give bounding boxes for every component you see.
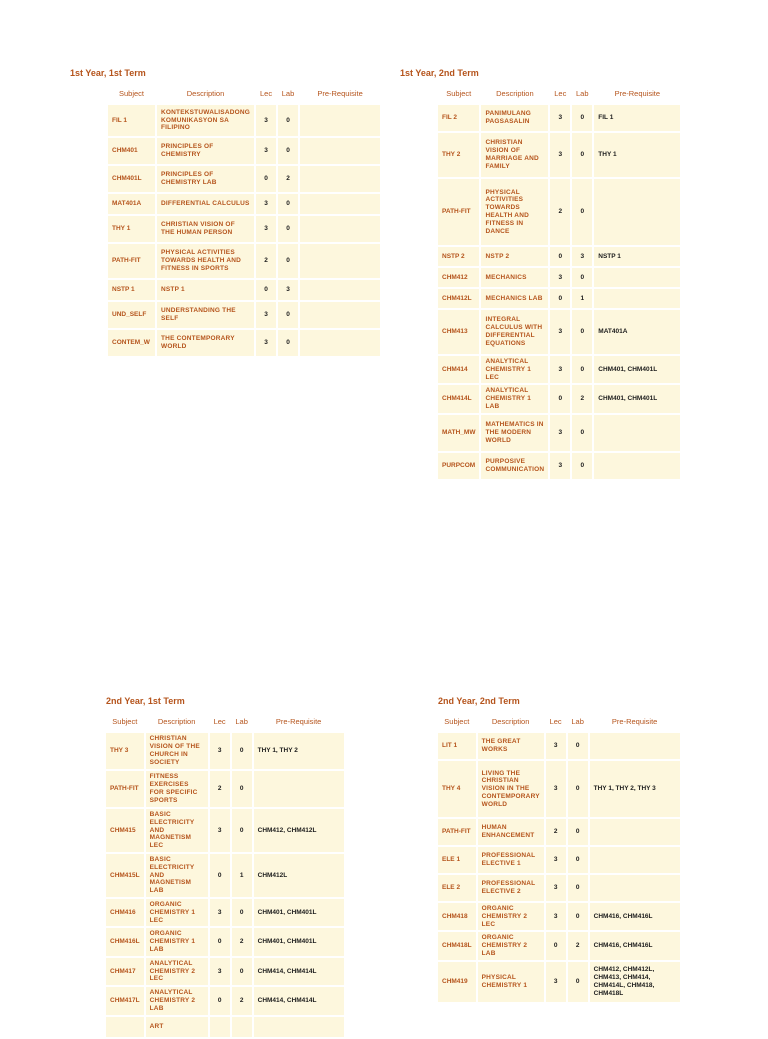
prereq-cell bbox=[594, 289, 680, 308]
table-row bbox=[438, 105, 680, 131]
subject-cell: CHM414 bbox=[438, 356, 479, 383]
header-subject: Subject bbox=[446, 88, 472, 98]
prereq-cell: CHM401, CHM401L bbox=[254, 899, 344, 926]
table-row bbox=[438, 875, 680, 901]
table-row bbox=[108, 105, 380, 136]
prereq-cell: THY 1, THY 2, THY 3 bbox=[590, 761, 680, 817]
header-prereq: Pre-Requisite bbox=[275, 716, 322, 726]
table-row bbox=[108, 166, 380, 192]
header-lec: Lec bbox=[549, 716, 562, 726]
lab-cell: 3 bbox=[572, 247, 592, 266]
lec-cell: 3 bbox=[546, 903, 566, 930]
lab-cell: 2 bbox=[232, 928, 252, 955]
subject-cell: PATH-FIT bbox=[438, 819, 476, 845]
prereq-cell bbox=[590, 847, 680, 873]
prereq-cell bbox=[300, 194, 380, 214]
lab-cell: 0 bbox=[232, 958, 252, 985]
table-row bbox=[438, 932, 680, 959]
lec-cell: 0 bbox=[550, 385, 570, 412]
lec-cell: 2 bbox=[546, 819, 566, 845]
header-description: Description bbox=[157, 716, 196, 726]
description-cell: ART bbox=[146, 1017, 208, 1037]
table-row bbox=[108, 330, 380, 356]
header-description: Description bbox=[491, 716, 530, 726]
lec-cell: 0 bbox=[210, 928, 230, 955]
subject-cell: ELE 2 bbox=[438, 875, 476, 901]
subject-cell: PATH-FIT bbox=[438, 179, 479, 245]
table-row bbox=[438, 903, 680, 930]
header-lec: Lec bbox=[213, 716, 226, 726]
course-table bbox=[104, 712, 346, 1039]
lab-cell: 0 bbox=[278, 330, 298, 356]
prereq-cell: CHM401, CHM401L bbox=[594, 385, 680, 412]
lec-cell: 3 bbox=[210, 733, 230, 769]
description-cell: UNDERSTANDING THE SELF bbox=[157, 302, 254, 328]
lab-cell: 0 bbox=[568, 875, 588, 901]
term-block bbox=[106, 696, 346, 1039]
description-cell: CHRISTIAN VISION OF THE HUMAN PERSON bbox=[157, 216, 254, 242]
lab-cell: 0 bbox=[232, 733, 252, 769]
lec-cell: 3 bbox=[550, 105, 570, 131]
table-row bbox=[438, 179, 680, 245]
subject-cell: CHM415L bbox=[106, 854, 144, 897]
lab-cell: 0 bbox=[572, 356, 592, 383]
prereq-cell bbox=[300, 216, 380, 242]
table-header-row bbox=[106, 714, 344, 731]
prereq-cell: CHM412, CHM412L, CHM413, CHM414, CHM414L, CHM418, CHM418L bbox=[590, 962, 680, 1002]
description-cell: PANIMULANG PAGSASALIN bbox=[481, 105, 548, 131]
table-row bbox=[438, 415, 680, 451]
lab-cell: 0 bbox=[278, 105, 298, 136]
description-cell: MECHANICS LAB bbox=[481, 289, 548, 308]
subject-cell: CHM412 bbox=[438, 268, 479, 287]
lec-cell: 3 bbox=[550, 356, 570, 383]
table-row bbox=[108, 302, 380, 328]
lab-cell: 2 bbox=[232, 987, 252, 1014]
header-prereq: Pre-Requisite bbox=[614, 88, 660, 98]
prereq-cell: CHM412, CHM412L bbox=[254, 809, 344, 852]
course-table bbox=[106, 84, 382, 358]
prereq-cell bbox=[594, 268, 680, 287]
description-cell: ORGANIC CHEMISTRY 2 LAB bbox=[478, 932, 544, 959]
lec-cell: 3 bbox=[256, 302, 276, 328]
subject-cell: CHM415 bbox=[106, 809, 144, 852]
prereq-cell: CHM401, CHM401L bbox=[254, 928, 344, 955]
header-lec: Lec bbox=[554, 88, 567, 98]
course-table bbox=[436, 712, 682, 1004]
lab-cell: 0 bbox=[572, 179, 592, 245]
prereq-cell: CHM401, CHM401L bbox=[594, 356, 680, 383]
lec-cell: 0 bbox=[256, 280, 276, 300]
prereq-cell: THY 1, THY 2 bbox=[254, 733, 344, 769]
lab-cell: 0 bbox=[572, 415, 592, 451]
description-cell: CHRISTIAN VISION OF THE CHURCH IN SOCIETY bbox=[146, 733, 208, 769]
description-cell: MECHANICS bbox=[481, 268, 548, 287]
subject-cell: CHM401L bbox=[108, 166, 155, 192]
subject-cell: CHM417L bbox=[106, 987, 144, 1014]
description-cell: MATHEMATICS IN THE MODERN WORLD bbox=[481, 415, 548, 451]
lec-cell: 0 bbox=[546, 932, 566, 959]
table-row bbox=[438, 819, 680, 845]
table-row bbox=[106, 854, 344, 897]
lab-cell: 2 bbox=[278, 166, 298, 192]
lab-cell: 0 bbox=[568, 903, 588, 930]
table-row bbox=[106, 733, 344, 769]
prereq-cell: CHM414, CHM414L bbox=[254, 987, 344, 1014]
lec-cell: 3 bbox=[546, 847, 566, 873]
subject-cell: PATH-FIT bbox=[106, 771, 144, 807]
description-cell: ORGANIC CHEMISTRY 1 LAB bbox=[146, 928, 208, 955]
lec-cell: 3 bbox=[256, 138, 276, 164]
term-title: 1st Year, 2nd Term bbox=[400, 68, 479, 78]
lab-cell: 0 bbox=[568, 733, 588, 759]
subject-cell: LIT 1 bbox=[438, 733, 476, 759]
lab-cell: 0 bbox=[278, 194, 298, 214]
term-title: 2nd Year, 1st Term bbox=[106, 696, 185, 706]
table-row bbox=[438, 385, 680, 412]
lab-cell bbox=[232, 1017, 252, 1037]
lab-cell: 0 bbox=[572, 453, 592, 479]
course-table bbox=[436, 84, 682, 481]
subject-cell: THY 2 bbox=[438, 133, 479, 177]
lab-cell: 0 bbox=[568, 962, 588, 1002]
lab-cell: 0 bbox=[572, 105, 592, 131]
table-row bbox=[106, 771, 344, 807]
description-cell: NSTP 1 bbox=[157, 280, 254, 300]
table-header-row bbox=[108, 86, 380, 103]
lec-cell: 3 bbox=[256, 330, 276, 356]
lab-cell: 0 bbox=[232, 809, 252, 852]
header-prereq: Pre-Requisite bbox=[317, 88, 363, 98]
prereq-cell bbox=[594, 415, 680, 451]
prereq-cell bbox=[254, 771, 344, 807]
description-cell: BASIC ELECTRICITY AND MAGNETISM LEC bbox=[146, 809, 208, 852]
subject-cell: PURPCOM bbox=[438, 453, 479, 479]
header-lab: Lab bbox=[235, 716, 248, 726]
lab-cell: 0 bbox=[232, 899, 252, 926]
description-cell: ANALYTICAL CHEMISTRY 1 LEC bbox=[481, 356, 548, 383]
table-row bbox=[106, 899, 344, 926]
description-cell: PHYSICAL ACTIVITIES TOWARDS HEALTH AND FITNESS IN SPORTS bbox=[157, 244, 254, 278]
lec-cell: 0 bbox=[550, 289, 570, 308]
lec-cell: 3 bbox=[210, 899, 230, 926]
description-cell: CHRISTIAN VISION OF MARRIAGE AND FAMILY bbox=[481, 133, 548, 177]
description-cell: ANALYTICAL CHEMISTRY 1 LAB bbox=[481, 385, 548, 412]
table-row bbox=[108, 216, 380, 242]
lec-cell: 3 bbox=[546, 962, 566, 1002]
prereq-cell bbox=[590, 875, 680, 901]
subject-cell: CHM418L bbox=[438, 932, 476, 959]
subject-cell: CHM413 bbox=[438, 310, 479, 354]
lab-cell: 0 bbox=[568, 847, 588, 873]
subject-cell: PATH-FIT bbox=[108, 244, 155, 278]
description-cell: KONTEKSTUWALISADONG KOMUNIKASYON SA FILIPINO bbox=[157, 105, 254, 136]
description-cell: LIVING THE CHRISTIAN VISION IN THE CONTEMPORARY WORLD bbox=[478, 761, 544, 817]
term-title: 2nd Year, 2nd Term bbox=[438, 696, 520, 706]
description-cell: NSTP 2 bbox=[481, 247, 548, 266]
subject-cell: MATH_MW bbox=[438, 415, 479, 451]
header-lab: Lab bbox=[571, 716, 584, 726]
description-cell: ANALYTICAL CHEMISTRY 2 LAB bbox=[146, 987, 208, 1014]
lab-cell: 1 bbox=[572, 289, 592, 308]
description-cell: ORGANIC CHEMISTRY 2 LEC bbox=[478, 903, 544, 930]
lec-cell: 3 bbox=[256, 105, 276, 136]
subject-cell: MAT401A bbox=[108, 194, 155, 214]
header-subject: Subject bbox=[118, 88, 145, 98]
prereq-cell bbox=[300, 166, 380, 192]
description-cell: ORGANIC CHEMISTRY 1 LEC bbox=[146, 899, 208, 926]
description-cell: DIFFERENTIAL CALCULUS bbox=[157, 194, 254, 214]
description-cell: INTEGRAL CALCULUS WITH DIFFERENTIAL EQUATIONS bbox=[481, 310, 548, 354]
table-row bbox=[438, 453, 680, 479]
prereq-cell bbox=[594, 179, 680, 245]
lab-cell: 0 bbox=[572, 133, 592, 177]
prereq-cell bbox=[300, 280, 380, 300]
lec-cell: 3 bbox=[546, 875, 566, 901]
table-row bbox=[438, 962, 680, 1002]
prereq-cell: NSTP 1 bbox=[594, 247, 680, 266]
prereq-cell: CHM412L bbox=[254, 854, 344, 897]
prereq-cell bbox=[300, 105, 380, 136]
table-row bbox=[106, 928, 344, 955]
lab-cell: 0 bbox=[572, 310, 592, 354]
term-title: 1st Year, 1st Term bbox=[70, 68, 146, 78]
prereq-cell: FIL 1 bbox=[594, 105, 680, 131]
table-row bbox=[108, 244, 380, 278]
header-description: Description bbox=[186, 88, 225, 98]
lec-cell: 0 bbox=[550, 247, 570, 266]
description-cell: PHYSICAL ACTIVITIES TOWARDS HEALTH AND FITNESS IN DANCE bbox=[481, 179, 548, 245]
lec-cell: 3 bbox=[550, 268, 570, 287]
table-row bbox=[438, 356, 680, 383]
description-cell: BASIC ELECTRICITY AND MAGNETISM LAB bbox=[146, 854, 208, 897]
lec-cell: 0 bbox=[210, 854, 230, 897]
lab-cell: 0 bbox=[278, 138, 298, 164]
lec-cell: 3 bbox=[550, 415, 570, 451]
lab-cell: 0 bbox=[278, 244, 298, 278]
description-cell: PRINCIPLES OF CHEMISTRY LAB bbox=[157, 166, 254, 192]
table-row bbox=[106, 958, 344, 985]
prereq-cell bbox=[300, 244, 380, 278]
lec-cell: 3 bbox=[256, 216, 276, 242]
table-row bbox=[438, 268, 680, 287]
lec-cell: 3 bbox=[550, 310, 570, 354]
prereq-cell bbox=[300, 138, 380, 164]
header-subject: Subject bbox=[112, 716, 138, 726]
term-block bbox=[400, 68, 682, 481]
prereq-cell: MAT401A bbox=[594, 310, 680, 354]
prereq-cell bbox=[300, 330, 380, 356]
lec-cell: 3 bbox=[210, 958, 230, 985]
term-block bbox=[438, 696, 682, 1004]
lec-cell: 2 bbox=[550, 179, 570, 245]
lec-cell bbox=[210, 1017, 230, 1037]
description-cell: PROFESSIONAL ELECTIVE 2 bbox=[478, 875, 544, 901]
prereq-cell bbox=[300, 302, 380, 328]
lab-cell: 0 bbox=[568, 819, 588, 845]
lab-cell: 2 bbox=[568, 932, 588, 959]
lab-cell: 2 bbox=[572, 385, 592, 412]
table-row bbox=[438, 289, 680, 308]
header-prereq: Pre-Requisite bbox=[611, 716, 658, 726]
subject-cell: CHM416L bbox=[106, 928, 144, 955]
lec-cell: 3 bbox=[550, 453, 570, 479]
table-row bbox=[106, 1017, 344, 1037]
table-row bbox=[106, 987, 344, 1014]
table-row bbox=[438, 247, 680, 266]
description-cell: THE GREAT WORKS bbox=[478, 733, 544, 759]
subject-cell: ELE 1 bbox=[438, 847, 476, 873]
lec-cell: 3 bbox=[546, 761, 566, 817]
description-cell: PHYSICAL CHEMISTRY 1 bbox=[478, 962, 544, 1002]
prereq-cell bbox=[590, 819, 680, 845]
subject-cell: CHM412L bbox=[438, 289, 479, 308]
lab-cell: 3 bbox=[278, 280, 298, 300]
lab-cell: 0 bbox=[278, 216, 298, 242]
lab-cell: 0 bbox=[232, 771, 252, 807]
table-header-row bbox=[438, 86, 680, 103]
description-cell: HUMAN ENHANCEMENT bbox=[478, 819, 544, 845]
lab-cell: 0 bbox=[568, 761, 588, 817]
subject-cell: UND_SELF bbox=[108, 302, 155, 328]
subject-cell: NSTP 1 bbox=[108, 280, 155, 300]
table-row bbox=[438, 733, 680, 759]
lec-cell: 3 bbox=[210, 809, 230, 852]
subject-cell: THY 4 bbox=[438, 761, 476, 817]
lec-cell: 0 bbox=[256, 166, 276, 192]
lec-cell: 2 bbox=[210, 771, 230, 807]
subject-cell: CHM401 bbox=[108, 138, 155, 164]
subject-cell: FIL 1 bbox=[108, 105, 155, 136]
lec-cell: 3 bbox=[550, 133, 570, 177]
subject-cell: CHM419 bbox=[438, 962, 476, 1002]
lec-cell: 2 bbox=[256, 244, 276, 278]
prereq-cell: CHM414, CHM414L bbox=[254, 958, 344, 985]
subject-cell: NSTP 2 bbox=[438, 247, 479, 266]
lab-cell: 0 bbox=[572, 268, 592, 287]
table-row bbox=[108, 194, 380, 214]
prereq-cell: CHM416, CHM416L bbox=[590, 932, 680, 959]
table-row bbox=[106, 809, 344, 852]
subject-cell: FIL 2 bbox=[438, 105, 479, 131]
table-row bbox=[108, 138, 380, 164]
description-cell: THE CONTEMPORARY WORLD bbox=[157, 330, 254, 356]
header-lec: Lec bbox=[259, 88, 273, 98]
lec-cell: 3 bbox=[546, 733, 566, 759]
term-block bbox=[68, 68, 382, 358]
prereq-cell bbox=[590, 733, 680, 759]
description-cell: PURPOSIVE COMMUNICATION bbox=[481, 453, 548, 479]
header-lab: Lab bbox=[281, 88, 295, 98]
subject-cell: CHM417 bbox=[106, 958, 144, 985]
subject-cell: CHM418 bbox=[438, 903, 476, 930]
lec-cell: 0 bbox=[210, 987, 230, 1014]
subject-cell: THY 3 bbox=[106, 733, 144, 769]
table-row bbox=[438, 133, 680, 177]
header-description: Description bbox=[496, 88, 534, 98]
description-cell: ANALYTICAL CHEMISTRY 2 LEC bbox=[146, 958, 208, 985]
description-cell: PRINCIPLES OF CHEMISTRY bbox=[157, 138, 254, 164]
prereq-cell bbox=[594, 453, 680, 479]
prereq-cell bbox=[254, 1017, 344, 1037]
subject-cell bbox=[106, 1017, 144, 1037]
table-header-row bbox=[438, 714, 680, 731]
lab-cell: 0 bbox=[278, 302, 298, 328]
table-row bbox=[108, 280, 380, 300]
table-row bbox=[438, 761, 680, 817]
description-cell: FITNESS EXERCISES FOR SPECIFIC SPORTS bbox=[146, 771, 208, 807]
table-row bbox=[438, 847, 680, 873]
subject-cell: CHM416 bbox=[106, 899, 144, 926]
subject-cell: CHM414L bbox=[438, 385, 479, 412]
lab-cell: 1 bbox=[232, 854, 252, 897]
prereq-cell: CHM416, CHM416L bbox=[590, 903, 680, 930]
lec-cell: 3 bbox=[256, 194, 276, 214]
table-row bbox=[438, 310, 680, 354]
prereq-cell: THY 1 bbox=[594, 133, 680, 177]
subject-cell: THY 1 bbox=[108, 216, 155, 242]
description-cell: PROFESSIONAL ELECTIVE 1 bbox=[478, 847, 544, 873]
subject-cell: CONTEM_W bbox=[108, 330, 155, 356]
header-lab: Lab bbox=[576, 88, 589, 98]
header-subject: Subject bbox=[444, 716, 470, 726]
